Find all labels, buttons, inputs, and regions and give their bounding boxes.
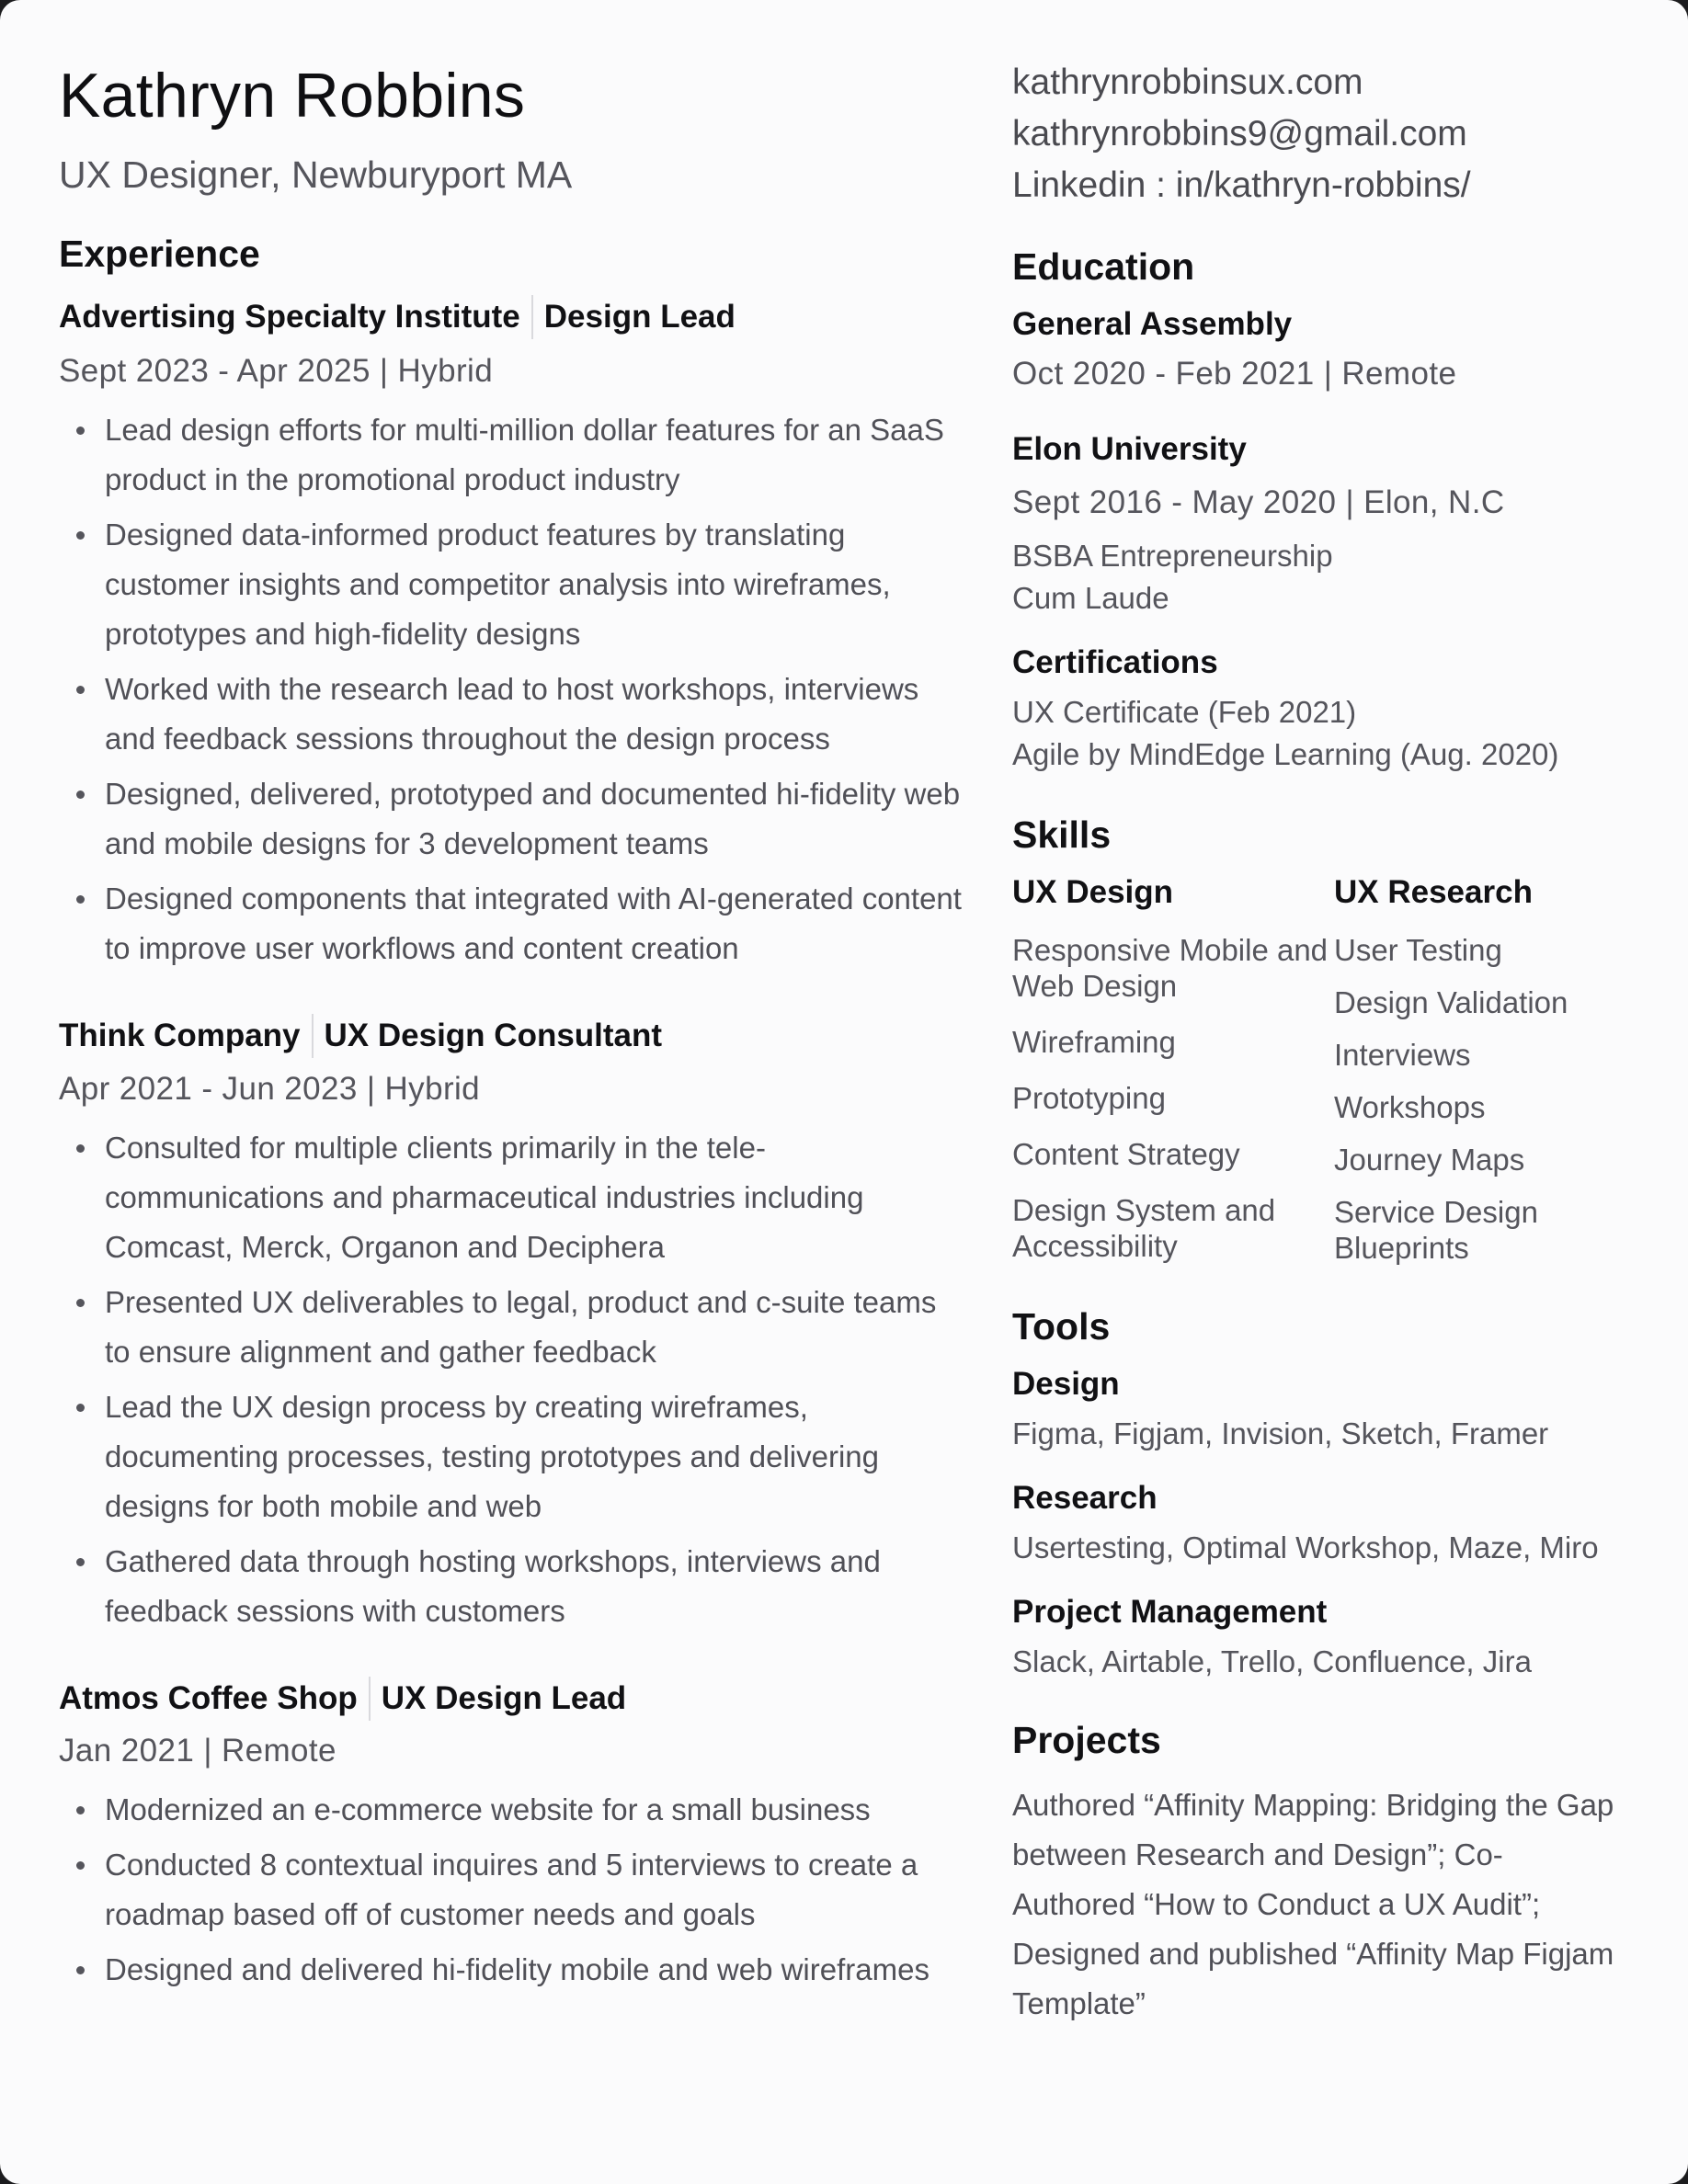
certification: UX Certificate (Feb 2021)	[1012, 695, 1357, 729]
contact-block	[1012, 57, 1656, 211]
projects-title: Projects	[1012, 1719, 1161, 1761]
job-heading	[59, 1014, 969, 1058]
bullet-item: Presented UX deliverables to legal, product and c-suite teams to ensure alignment and gather feedback	[59, 1278, 969, 1377]
job-role: UX Design Lead	[381, 1680, 627, 1716]
experience-title: Experience	[59, 233, 260, 275]
divider	[369, 1677, 371, 1721]
job-bullets	[59, 1785, 969, 1995]
left-column	[59, 57, 969, 1995]
skill-item: Workshops	[1334, 1090, 1486, 1124]
job-heading	[59, 1677, 969, 1721]
bullet-item: Designed and delivered hi-fidelity mobile and web wireframes	[59, 1945, 969, 1995]
job-entry	[59, 1014, 969, 1636]
job-company: Advertising Specialty Institute	[59, 299, 520, 335]
tool-group-name: Research	[1012, 1480, 1158, 1516]
skills-column-title: UX Research	[1334, 874, 1533, 910]
skill-item: Design System and Accessibility	[1012, 1193, 1276, 1263]
honors: Cum Laude	[1012, 581, 1169, 615]
skill-item: Prototyping	[1012, 1081, 1166, 1115]
right-column	[1012, 57, 1656, 2029]
job-company: Think Company	[59, 1018, 301, 1053]
divider	[312, 1014, 314, 1058]
skills-grid	[1012, 871, 1656, 1266]
education-title: Education	[1012, 245, 1195, 288]
tool-group-name: Project Management	[1012, 1594, 1328, 1630]
bullet-item: Conducted 8 contextual inquires and 5 interviews to create a roadmap based off of customer needs and goals	[59, 1840, 969, 1939]
tool-group-name: Design	[1012, 1366, 1120, 1402]
job-role: Design Lead	[543, 299, 736, 335]
skills-title: Skills	[1012, 813, 1112, 856]
certification: Agile by MindEdge Learning (Aug. 2020)	[1012, 737, 1559, 771]
bullet-item: Designed, delivered, prototyped and documented hi-fidelity web and mobile designs for 3 development teams	[59, 769, 969, 869]
school-name: Elon University	[1012, 431, 1247, 467]
bullet-item: Lead the UX design process by creating wireframes, documenting processes, testing prototypes and delivering designs for both mobile and web	[59, 1382, 969, 1531]
website-link[interactable]: kathrynrobbinsux.com	[1012, 63, 1363, 102]
skill-item: Responsive Mobile and Web Design	[1012, 933, 1329, 1003]
skills-ux-research	[1334, 871, 1656, 1266]
linkedin-link[interactable]: Linkedin : in/kathryn-robbins/	[1012, 165, 1471, 205]
bullet-item: Worked with the research lead to host workshops, interviews and feedback sessions throughout the design process	[59, 665, 969, 764]
skills-column-title: UX Design	[1012, 874, 1174, 910]
tools-title: Tools	[1012, 1305, 1111, 1348]
divider	[531, 295, 533, 339]
bullet-item: Consulted for multiple clients primarily in the tele-communications and pharmaceutical industries including Comcast, Merck, Organon and Deciphera	[59, 1123, 969, 1272]
job-entry	[59, 1677, 969, 1995]
job-heading	[59, 295, 969, 339]
tool-group-list: Usertesting, Optimal Workshop, Maze, Miro	[1012, 1530, 1599, 1564]
skill-item: Wireframing	[1012, 1025, 1176, 1059]
email-link[interactable]: kathrynrobbins9@gmail.com	[1012, 114, 1467, 154]
skill-item: Service Design Blueprints	[1334, 1195, 1538, 1265]
candidate-name: Kathryn Robbins	[59, 61, 526, 131]
projects-text: Authored “Affinity Mapping: Bridging the Gap between Research and Design”; Co-Authored “How to Conduct a UX Audit”; Designed and published “Affinity Map Figjam Template”	[1012, 1788, 1614, 2020]
job-meta: Jan 2021 | Remote	[59, 1733, 336, 1769]
job-company: Atmos Coffee Shop	[59, 1680, 358, 1716]
job-meta: Apr 2021 - Jun 2023 | Hybrid	[59, 1071, 481, 1107]
bullet-item: Lead design efforts for multi-million dollar features for an SaaS product in the promotional product industry	[59, 405, 969, 505]
skill-item: User Testing	[1334, 933, 1502, 967]
school-meta: Oct 2020 - Feb 2021 | Remote	[1012, 356, 1457, 392]
tool-group-list: Slack, Airtable, Trello, Confluence, Jira	[1012, 1644, 1532, 1678]
tool-group-list: Figma, Figjam, Invision, Sketch, Framer	[1012, 1416, 1549, 1450]
job-meta: Sept 2023 - Apr 2025 | Hybrid	[59, 353, 494, 389]
school-name: General Assembly	[1012, 306, 1293, 342]
school-meta: Sept 2016 - May 2020 | Elon, N.C	[1012, 484, 1505, 520]
bullet-item: Designed data-informed product features by translating customer insights and competitor analysis into wireframes, prototypes and high-fidelity designs	[59, 510, 969, 659]
job-entry	[59, 295, 969, 973]
job-role: UX Design Consultant	[324, 1018, 663, 1053]
bullet-item: Designed components that integrated with AI-generated content to improve user workflows and content creation	[59, 874, 969, 973]
skill-item: Journey Maps	[1334, 1143, 1525, 1177]
degree: BSBA Entrepreneurship	[1012, 539, 1333, 573]
skill-item: Design Validation	[1334, 985, 1568, 1019]
candidate-subtitle: UX Designer, Newburyport MA	[59, 154, 573, 196]
skill-item: Content Strategy	[1012, 1137, 1240, 1171]
job-bullets	[59, 405, 969, 973]
bullet-item: Modernized an e-commerce website for a small business	[59, 1785, 969, 1835]
certifications-title: Certifications	[1012, 644, 1218, 680]
skill-item: Interviews	[1334, 1038, 1471, 1072]
bullet-item: Gathered data through hosting workshops, interviews and feedback sessions with customers	[59, 1537, 969, 1636]
job-bullets	[59, 1123, 969, 1636]
skills-ux-design	[1012, 871, 1334, 1266]
